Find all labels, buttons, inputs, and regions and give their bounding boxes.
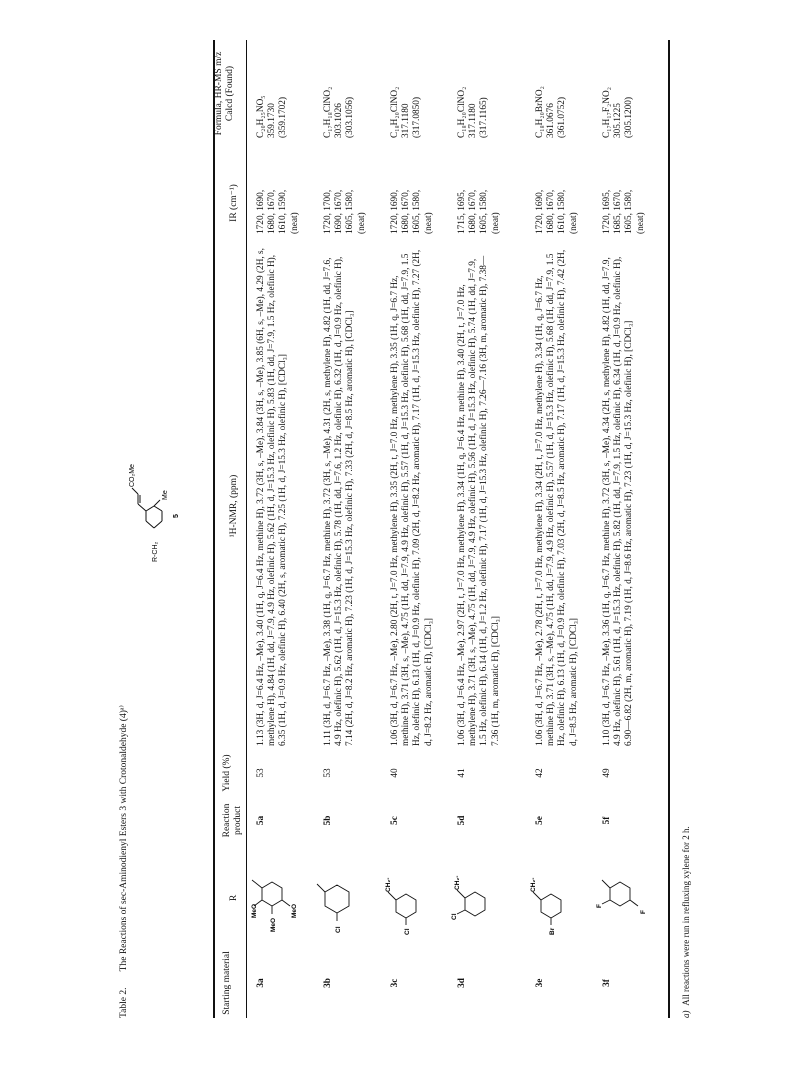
calcd-5a: 359.1730 xyxy=(267,103,278,138)
sm-3d: 3d xyxy=(457,978,467,988)
r-label-f-1: F xyxy=(596,904,603,908)
nmr-5b: 1.11 (3H, d, J=6.7 Hz, –Me), 3.38 (1H, q, J=6.7 Hz, methine H), 3.72 (3H, s, –Me), 4.31 (2H, s, methylene H), 4.82 (1H, dd, J=7.6, 4.9 Hz, olefinic H), 5.62 (1H, d, J=15.3 Hz, olefinic H), 5.78 (1H, dd, J=7.6, 1.2 Hz, olefinic H), 6.32 (1H, d, J=0.9 Hz, olefinic H), 7.14 (2H, d, J=8.2 Hz, aromatic H), 7.23 (1H, d, J=15.3 Hz, olefinic H), 7.33 (2H, d, J=8.5 Hz, aromatic H), [CDCl₃] xyxy=(323,256,356,746)
formula-5e xyxy=(535,43,569,138)
r-label-cl: Cl xyxy=(335,926,342,933)
header-reaction-product: Reaction product xyxy=(222,803,243,838)
r-structure-2-chlorophenethyl xyxy=(449,856,499,936)
r-structure-trimethoxyphenyl xyxy=(248,856,310,936)
found-5e: (361.0752) xyxy=(557,96,568,138)
sm-3e: 3e xyxy=(535,978,545,988)
found-5d: (317.1165) xyxy=(479,97,490,138)
header-r: R xyxy=(229,894,239,902)
calcd-5d: 317.1180 xyxy=(468,103,479,138)
yield-5e: 42 xyxy=(535,768,545,778)
formula-5d xyxy=(457,43,491,138)
yield-5c: 40 xyxy=(390,768,400,778)
r-label-cl: Cl xyxy=(451,913,458,920)
header-formula: Formula, HR-MS m/z Calcd (Found) xyxy=(214,51,235,136)
nmr-5e: 1.06 (3H, d, J=6.7 Hz, –Me), 2.78 (2H, t, J=7.0 Hz, methylene H), 3.34 (2H, t, J=7.0 Hz, methylene H), 3.34 (1H, q, J=6.7 Hz, methine H), 3.71 (3H, s, –Me), 4.75 (1H, dd, J=7.9, 4.9 Hz, olefinic H), 5.57 (1H, d, J=15.3 Hz, olefinic H), 5.68 (1H, dd, J=7.9, 1.5 Hz, olefinic H), 6.13 (1H, d, J=0.9 Hz, olefinic H), 7.03 (2H, d, J=8.5 Hz, aromatic H), 7.17 (1H, d, J=15.3 Hz, olefinic H), 7.42 (2H, d, J=8.5 Hz, aromatic H), [CDCl₃] xyxy=(535,249,579,746)
product-5f: 5f xyxy=(602,816,612,825)
table-header-rule xyxy=(246,40,247,1018)
scheme-left-label: R-CH₂ xyxy=(152,541,159,562)
scheme-right-label: CO₂Me xyxy=(129,464,136,487)
found-5b: (303.1056) xyxy=(345,96,356,138)
ir-5e: 1720, 1690, 1680, 1670, 1610, 1580, (neat) xyxy=(535,189,579,234)
scheme-compound-number: 5 xyxy=(173,514,180,518)
r-label-cl: Cl xyxy=(404,928,411,935)
table-footnote xyxy=(681,826,691,1018)
formula-text-5b: C₁₇H₁₈ClNO₂ xyxy=(323,86,333,138)
calcd-5b: 303.1026 xyxy=(334,103,345,138)
footnote-mark: a) xyxy=(681,1010,691,1018)
r-label-ch2: CH₂- xyxy=(530,877,537,892)
calcd-5e: 361.0676 xyxy=(546,103,557,138)
r-label-f-2: F xyxy=(640,910,647,914)
r-structure-bromophenethyl xyxy=(527,856,577,936)
nmr-5a: 1.13 (3H, d, J=6.4 Hz, –Me), 3.40 (1H, q, J=6.4 Hz, methine H), 3.72 (3H, s, –Me), 3.84 (3H, s, –Me), 3.85 (6H, s, –Me), 4.29 (2H, s, methylene H), 4.84 (1H, dd, J=7.9, 4.9 Hz, olefinic H), 5.62 (1H, d, J=15.3 Hz, olefinic H), 5.83 (1H, dd, J=7.9, 1.5 Hz, olefinic H), 6.35 (1H, d, J=0.9 Hz, olefinic H), 6.40 (2H, s, aromatic H), 7.25 (1H, d, J=15.3 Hz, olefinic H), [CDCl₃] xyxy=(256,247,289,746)
r-structure-chlorophenyl xyxy=(315,856,365,936)
header-starting-material: Starting material xyxy=(222,951,232,1015)
yield-5d: 41 xyxy=(457,768,467,778)
formula-text-5f: C₁₇H₁₇F₂NO₂ xyxy=(602,87,612,138)
yield-5f: 49 xyxy=(602,768,612,778)
formula-5c xyxy=(390,43,424,138)
ir-5a: 1720, 1690, 1680, 1670, 1610, 1590, (neat) xyxy=(256,189,300,234)
r-label-ch2: CH₂- xyxy=(454,875,461,890)
sm-3f: 3f xyxy=(602,979,612,987)
product-5e: 5e xyxy=(535,816,545,825)
header-nmr: ¹H-NMR, (ppm) xyxy=(229,474,239,538)
formula-text-5d: C₁₈H₂₀ClNO₂ xyxy=(457,86,467,138)
r-label-meo-1: MeO xyxy=(251,903,258,918)
formula-text-5a: C₂₀H₂₅NO₅ xyxy=(256,95,266,138)
sm-3b: 3b xyxy=(323,978,333,988)
calcd-5c: 317.1180 xyxy=(401,103,412,138)
sm-3c: 3c xyxy=(390,978,400,988)
r-label-br: Br xyxy=(549,927,556,935)
formula-text-5c: C₁₈H₂₀ClNO₂ xyxy=(390,86,400,138)
r-structure-chlorophenethyl xyxy=(382,856,432,936)
nmr-5c: 1.06 (3H, d, J=6.7 Hz, –Me), 2.80 (2H, t, J=7.0 Hz, methylene H), 3.35 (2H, t, J=7.0 Hz, methylene H), 3.35 (1H, q, J=6.7 Hz, methine H), 3.71 (3H, s, –Me), 4.75 (1H, dd, J=7.9, 4.9 Hz, olefinic H), 5.57 (1H, d, J=15.3 Hz, olefinic H), 5.68 (1H, dd, J=7.9, 1.5 Hz, olefinic H), 6.13 (1H, d, J=0.9 Hz, olefinic H), 7.09 (2H, d, J=8.2 Hz, aromatic H), 7.17 (1H, d, J=15.3 Hz, olefinic H), 7.27 (2H, d, J=8.2 Hz, aromatic H), [CDCl₃] xyxy=(390,249,434,746)
table-label: Table 2. xyxy=(119,987,129,1018)
product-5a: 5a xyxy=(256,815,266,826)
found-5c: (317.0850) xyxy=(412,96,423,138)
formula-text-5e: C₁₈H₂₀BrNO₂ xyxy=(535,86,545,138)
header-yield: Yield (%) xyxy=(222,754,232,792)
table-top-rule xyxy=(213,40,215,1018)
product-5c: 5c xyxy=(390,816,400,825)
calcd-5f: 305.1225 xyxy=(613,103,624,138)
product-5d: 5d xyxy=(457,815,467,826)
yield-5b: 53 xyxy=(323,768,333,778)
yield-5a: 53 xyxy=(256,768,266,778)
r-structure-difluorophenyl xyxy=(594,856,652,936)
found-5a: (359.1702) xyxy=(278,96,289,138)
ir-5c: 1720, 1690, 1680, 1670, 1605, 1580, (neat) xyxy=(390,189,434,234)
table-title: The Reactions of sec-Aminodienyl Esters 3 with Crotonaldehyde (4)ᵃ⁾ xyxy=(119,705,129,972)
table-bottom-rule xyxy=(668,40,670,1018)
ir-5d: 1715, 1695, 1680, 1670, 1605, 1580, (neat) xyxy=(457,189,501,234)
scheme-methyl-label: Me xyxy=(162,490,169,500)
table-caption xyxy=(118,705,129,1018)
sm-3a: 3a xyxy=(256,978,266,988)
formula-5f xyxy=(602,43,636,138)
header-ir: IR (cm⁻¹) xyxy=(229,184,239,222)
nmr-5f: 1.10 (3H, d, J=6.7 Hz, –Me), 3.36 (1H, q, J=6.7 Hz, methine H), 3.72 (3H, s, –Me), 4.34 (2H, s, methylene H), 4.82 (1H, dd, J=7.9, 4.9 Hz, olefinic H), 5.61 (1H, d, J=15.3 Hz, olefinic H), 5.82 (1H, dd, J=7.9, 1.5 Hz, olefinic H), 6.34 (1H, d, J=0.9 Hz, olefinic H), 6.90—6.82 (2H, m, aromatic H), 7.19 (1H, d, J=8.6 Hz, aromatic H), 7.23 (1H, d, J=15.3 Hz, olefinic H), [CDCl₃] xyxy=(602,256,635,746)
r-label-ch2: CH₂- xyxy=(385,877,392,892)
formula-5a xyxy=(256,43,290,138)
formula-5b xyxy=(323,43,357,138)
r-label-meo-2: MeO xyxy=(270,917,277,932)
found-5f: (305.1200) xyxy=(624,96,635,138)
nmr-5d: 1.06 (3H, d, J=6.4 Hz, –Me), 2.97 (2H, t, J=7.0 Hz, methylene H), 3.34 (1H, q, J=6.4 Hz, methine H), 3.40 (2H, t, J=7.0 Hz, methylene H), 3.71 (3H, s, –Me), 4.75 (1H, dd, J=7.9, 4.9 Hz, olefinic H), 5.56 (1H, d, J=15.3 Hz, olefinic H), 5.74 (1H, dd, J=7.9, 1.5 Hz, olefinic H), 6.14 (1H, d, J=1.2 Hz, olefinic H), 7.17 (1H, d, J=15.3 Hz, olefinic H), 7.26—7.16 (3H, m, aromatic H), 7.38—7.36 (1H, m, aromatic H), [CDCl₃] xyxy=(457,255,501,746)
footnote-text: All reactions were run in refluxing xylene for 2 h. xyxy=(681,826,691,1006)
ir-5b: 1720, 1700, 1690, 1670, 1605, 1580, (neat) xyxy=(323,189,367,234)
r-label-meo-3: MeO xyxy=(291,903,298,918)
product-5b: 5b xyxy=(323,815,333,826)
scheme-structure-5 xyxy=(126,446,206,566)
ir-5f: 1720, 1695, 1685, 1670, 1605, 1580, (neat) xyxy=(602,189,646,234)
